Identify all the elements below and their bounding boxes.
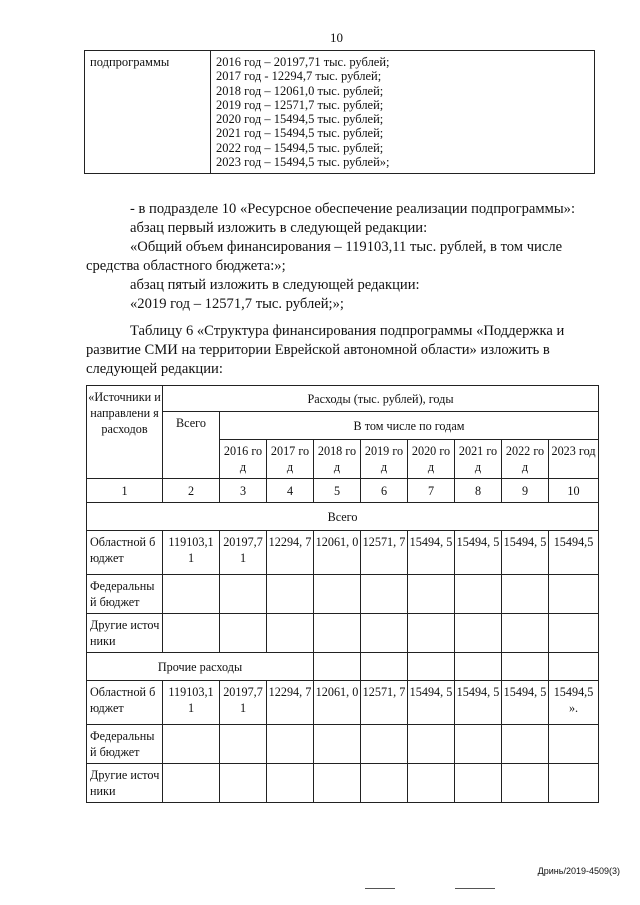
header-by-year: В том числе по годам <box>220 412 599 440</box>
cell-value <box>549 575 599 614</box>
cell-value <box>549 653 599 681</box>
funding-summary-table <box>84 50 595 174</box>
row-label: Другие источники <box>87 614 163 653</box>
cell-value <box>502 653 549 681</box>
cell-value <box>455 725 502 764</box>
cell-value: 12571, 7 <box>361 531 408 575</box>
cell-value <box>220 725 267 764</box>
financing-structure-table <box>86 385 599 803</box>
cell-value: 15494, 5 <box>502 681 549 725</box>
cell-value <box>220 614 267 653</box>
cell-value: 15494, 5 <box>408 681 455 725</box>
cell-value <box>220 575 267 614</box>
cell-value <box>455 575 502 614</box>
cell-value: 12571, 7 <box>361 681 408 725</box>
table6-intro-line: Таблицу 6 «Структура финансирования подпрограммы «Поддержка и <box>130 323 565 339</box>
paragraph-subsection: - в подразделе 10 «Ресурсное обеспечение реализации подпрограммы»: <box>130 201 576 217</box>
cell-value: 20197,7 1 <box>220 531 267 575</box>
header-sources: «Источники и направлени я расходов <box>87 386 163 479</box>
cell-value: 15494, 5 <box>408 531 455 575</box>
cell-value <box>267 575 314 614</box>
column-number: 4 <box>267 479 314 503</box>
header-year: 2021 год <box>455 440 502 479</box>
header-year: 2019 год <box>361 440 408 479</box>
cell-value: 15494, 5 <box>455 681 502 725</box>
column-number: 5 <box>314 479 361 503</box>
cell-value <box>163 575 220 614</box>
column-number: 7 <box>408 479 455 503</box>
row-label: Другие источники <box>87 764 163 803</box>
cell-value <box>361 575 408 614</box>
footer-code: Дринь/2019-4509(3) <box>537 866 620 876</box>
cell-value <box>220 764 267 803</box>
row-label: Областной бюджет <box>87 531 163 575</box>
cell-value <box>163 614 220 653</box>
cell-value <box>455 764 502 803</box>
header-year: 2022 год <box>502 440 549 479</box>
cell-value: 20197,7 1 <box>220 681 267 725</box>
row-label: Федеральны й бюджет <box>87 725 163 764</box>
paragraph-total-funding-cont: средства областного бюджета:»; <box>86 258 286 274</box>
header-expenses: Расходы (тыс. рублей), годы <box>163 386 599 412</box>
cell-value: 15494, 5 <box>455 531 502 575</box>
header-year: 2018 год <box>314 440 361 479</box>
cell-value <box>267 614 314 653</box>
funding-line: 2018 год – 12061,0 тыс. рублей; <box>216 83 384 98</box>
funding-lines <box>211 51 595 174</box>
cell-value <box>549 764 599 803</box>
page-number: 10 <box>330 30 343 45</box>
cell-value <box>502 614 549 653</box>
header-year: 2020 год <box>408 440 455 479</box>
header-total: Всего <box>163 412 220 479</box>
table6-intro-line: развитие СМИ на территории Еврейской автономной области» изложить в <box>86 342 550 358</box>
cell-value: 119103,1 1 <box>163 531 220 575</box>
paragraph-fifth-abzac: абзац пятый изложить в следующей редакции: <box>130 277 420 293</box>
cell-value <box>408 725 455 764</box>
cell-value <box>408 653 455 681</box>
funding-line: 2016 год – 20197,71 тыс. рублей; <box>216 55 390 69</box>
column-number: 3 <box>220 479 267 503</box>
paragraph-total-funding: «Общий объем финансирования – 119103,11 тыс. рублей, в том числе <box>130 239 563 255</box>
cell-value: 15494, 5 <box>502 531 549 575</box>
row-label: Областной бюджет <box>87 681 163 725</box>
cell-value: 15494,5 ». <box>549 681 599 725</box>
cell-value <box>408 575 455 614</box>
funding-line: 2023 год – 15494,5 тыс. рублей»; <box>216 155 390 170</box>
cell-value <box>314 575 361 614</box>
cell-value <box>408 764 455 803</box>
column-number: 6 <box>361 479 408 503</box>
funding-line: 2020 год – 15494,5 тыс. рублей; <box>216 112 384 127</box>
cell-value: 12061, 0 <box>314 531 361 575</box>
cell-value <box>502 764 549 803</box>
cell-value <box>361 764 408 803</box>
column-number: 9 <box>502 479 549 503</box>
cell-value: 12061, 0 <box>314 681 361 725</box>
cell-value <box>361 614 408 653</box>
cell-value <box>361 653 408 681</box>
cell-value <box>267 764 314 803</box>
paragraph-first-abzac: абзац первый изложить в следующей редакции: <box>130 220 428 236</box>
funding-line: 2021 год – 15494,5 тыс. рублей; <box>216 126 384 141</box>
cell-value <box>502 725 549 764</box>
cell-value <box>549 725 599 764</box>
cell-value <box>314 764 361 803</box>
cell-value: 12294, 7 <box>267 681 314 725</box>
funding-line: 2022 год – 15494,5 тыс. рублей; <box>216 140 384 155</box>
cell-value: 12294, 7 <box>267 531 314 575</box>
cell-value <box>163 764 220 803</box>
cell-value <box>314 614 361 653</box>
funding-line: 2019 год – 12571,7 тыс. рублей; <box>216 97 384 112</box>
table6-intro-line: следующей редакции: <box>86 361 223 377</box>
scan-mark <box>455 888 495 889</box>
header-year: 2016 год <box>220 440 267 479</box>
cell-value <box>267 725 314 764</box>
cell-value <box>314 725 361 764</box>
cell-value <box>314 653 361 681</box>
section-title-total: Всего <box>87 503 599 531</box>
header-year: 2017 год <box>267 440 314 479</box>
row-label: Федеральны й бюджет <box>87 575 163 614</box>
funding-label: подпрограммы <box>85 51 211 174</box>
cell-value: 119103,1 1 <box>163 681 220 725</box>
cell-value: 15494,5 <box>549 531 599 575</box>
section-title-other: Прочие расходы <box>87 653 314 681</box>
cell-value <box>502 575 549 614</box>
column-number: 10 <box>549 479 599 503</box>
cell-value <box>163 725 220 764</box>
cell-value <box>549 614 599 653</box>
column-number: 1 <box>87 479 163 503</box>
cell-value <box>455 653 502 681</box>
scan-mark <box>365 888 395 889</box>
cell-value <box>361 725 408 764</box>
cell-value <box>455 614 502 653</box>
funding-line: 2017 год - 12294,7 тыс. рублей; <box>216 69 382 84</box>
header-year: 2023 год <box>549 440 599 479</box>
cell-value <box>408 614 455 653</box>
column-number: 8 <box>455 479 502 503</box>
paragraph-2019: «2019 год – 12571,7 тыс. рублей;»; <box>130 296 344 312</box>
column-number: 2 <box>163 479 220 503</box>
